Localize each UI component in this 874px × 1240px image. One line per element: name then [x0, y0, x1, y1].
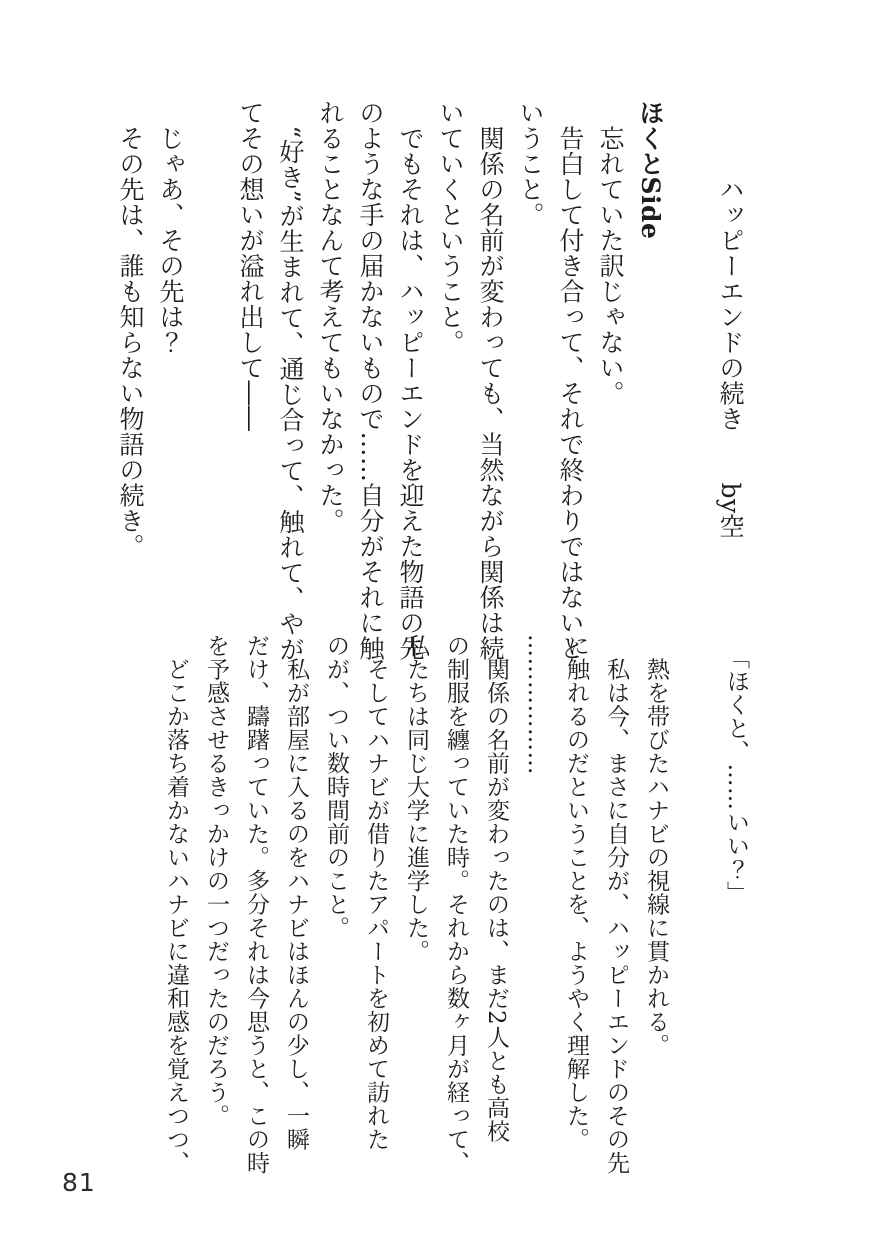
paragraph-line: の制服を纏っていた時。それから数ヶ月が経って、	[443, 634, 469, 1175]
section-heading: ほくとSide	[636, 100, 665, 240]
paragraph-line: 私たちは同じ大学に進学した。	[403, 634, 429, 963]
paragraph-line: でもそれは、ハッピーエンドを迎えた物語の先	[396, 100, 425, 661]
paragraph-line: いていくということ。	[436, 100, 465, 355]
paragraph-line: どこか落ち着かないハナビに違和感を覚えつつ、	[163, 634, 189, 1175]
paragraph-line: れることなんて考えてもいなかった。	[316, 100, 345, 534]
paragraph-line: “好き”が生まれて、通じ合って、触れて、やが	[276, 100, 305, 663]
paragraph-line: そしてハナビが借りたアパートを初めて訪れた	[363, 634, 389, 1151]
paragraph-line: 私は今、まさに自分が、ハッピーエンドのその先	[603, 634, 629, 1175]
paragraph-line: 関係の名前が変わったのは、まだ2人とも高校	[483, 634, 509, 1143]
page-number: 81	[62, 1168, 96, 1197]
ellipsis-line: ………………	[523, 634, 549, 775]
paragraph-line: 忘れていた訳じゃない。	[596, 100, 625, 406]
paragraph-line: じゃあ、その先は？	[156, 100, 185, 355]
story-title: ハッピーエンドの続き by空	[716, 100, 745, 540]
paragraph-line: てその想いが溢れ出して――	[236, 100, 265, 432]
dialogue-line: 「ほくと、……いい？」	[723, 634, 749, 905]
paragraph-line: のが、つい数時間前のこと。	[323, 634, 349, 940]
blank-line	[676, 634, 716, 1194]
paragraph-line: 私が部屋に入るのをハナビはほんの少し、一瞬	[283, 634, 309, 1151]
blank-line	[190, 100, 230, 656]
paragraph-line: のような手の届かないもので……自分がそれに触	[356, 100, 385, 661]
paragraph-line: 熱を帯びたハナビの視線に貫かれる。	[643, 634, 669, 1057]
paragraph-line: 告白して付き合って、それで終わりではないと	[556, 100, 585, 661]
paragraph-line: その先は、誰も知らない物語の続き。	[116, 100, 145, 559]
narrative-section	[156, 634, 756, 1194]
paragraph-line: を予感させるきっかけの一つだったのだろう。	[203, 634, 229, 1128]
hokuto-side-section	[110, 100, 750, 663]
paragraph-line: だけ、躊躇っていた。多分それは今思うと、この時	[243, 634, 269, 1175]
paragraph-line: 関係の名前が変わっても、当然ながら関係は続	[476, 100, 505, 661]
blank-line	[670, 100, 710, 656]
paragraph-line: いうこと。	[516, 100, 545, 228]
paragraph-line: に触れるのだということを、ようやく理解した。	[563, 634, 589, 1151]
